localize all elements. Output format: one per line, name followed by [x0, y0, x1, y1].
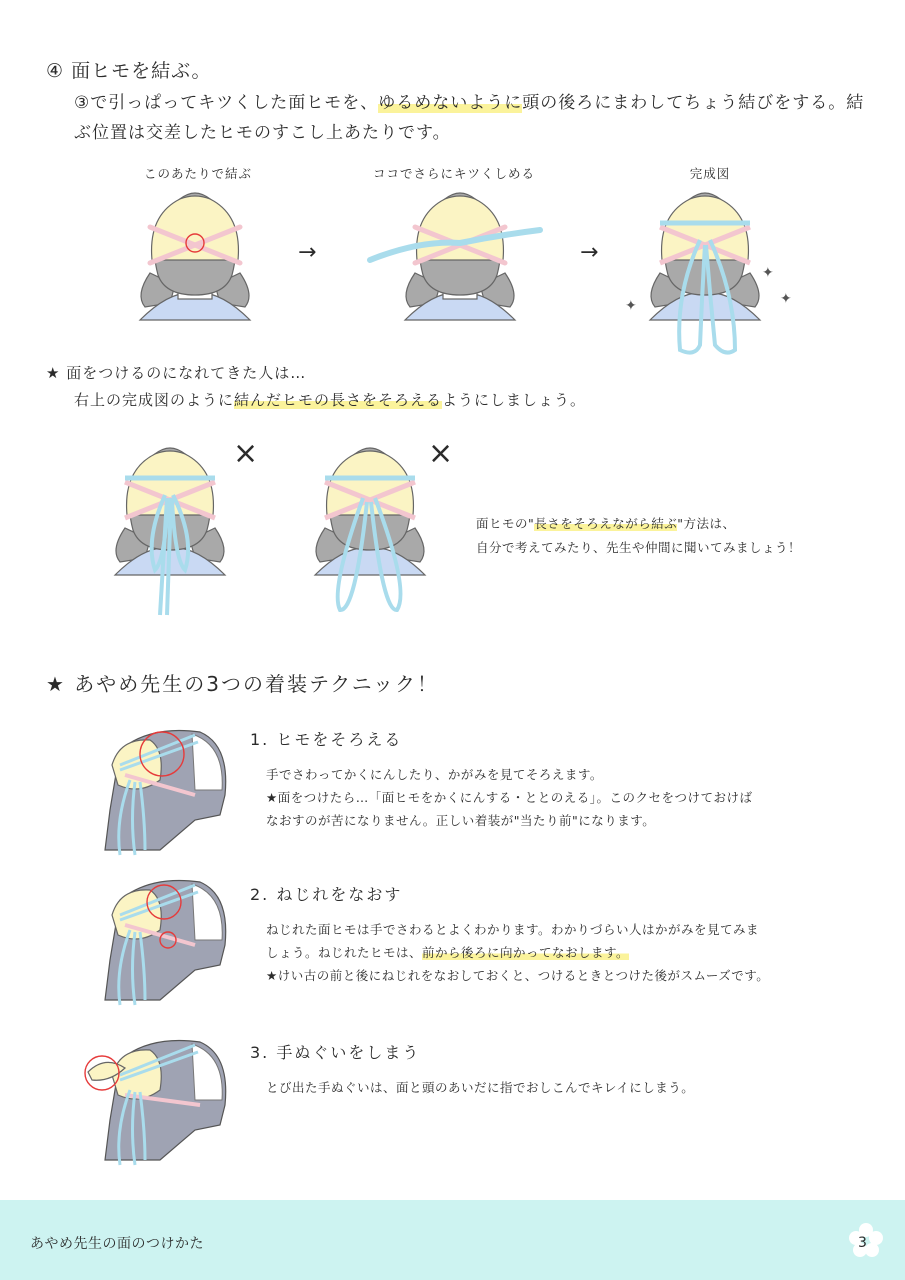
illustration-bad-example-2 [305, 440, 435, 620]
footer-title: あやめ先生の面のつけかた [30, 1236, 204, 1252]
tip-note-highlight: 結んだヒモの長さをそろえる [234, 391, 443, 409]
technique-3-title: 3. 手ぬぐいをしまう [250, 1043, 421, 1062]
technique-2-title: 2. ねじれをなおす [250, 885, 403, 904]
arrow-2: → [580, 240, 599, 265]
side-note-line2: 自分で考えてみたり、先生や仲間に聞いてみましょう！ [476, 540, 802, 555]
technique-2-highlight: 前から後ろに向かってなおします。 [422, 945, 630, 960]
technique-1-body: 手でさわってかくにんしたり、かがみを見てそろえます。 ★面をつけたら…「面ヒモをかくにんする・ととのえる」。このクセをつけておけば なおすのが苦になりません。正しい着装が"当たり前"になります。 [266, 767, 753, 828]
caption-completed: 完成図 [689, 166, 731, 181]
step4-body-b: 頭の後ろにまわしてちょう結びをする。結ぶ位置は交差したヒモのすこし上あたりです。 [74, 93, 865, 143]
caption-tie-here: このあたりで結ぶ [143, 166, 252, 181]
illustration-tighten [380, 185, 550, 325]
svg-text:✦: ✦ [780, 291, 792, 307]
svg-text:✦: ✦ [625, 298, 637, 314]
page-number: 3 [858, 1235, 867, 1251]
svg-text:✦: ✦ [762, 265, 774, 281]
arrow-1: → [298, 240, 317, 265]
illustration-tie-position [130, 185, 260, 325]
cross-mark-2: × [428, 436, 454, 471]
cross-mark-1: × [233, 436, 259, 471]
illustration-technique-3 [80, 1030, 240, 1175]
illustration-bad-example-1 [105, 440, 235, 620]
illustration-technique-1 [100, 720, 240, 860]
step4-body [74, 88, 874, 148]
side-note [476, 512, 801, 560]
illustration-technique-2 [100, 870, 240, 1010]
illustration-completed [625, 185, 800, 365]
technique-1-title: 1. ヒモをそろえる [250, 730, 403, 749]
side-note-line1: 面ヒモの"長さをそろえながら結ぶ"方法は、 [476, 516, 736, 531]
technique-2-body: ねじれた面ヒモは手でさわるとよくわかります。わかりづらい人はかがみを見てみま しょう。ねじれたヒモは、前から後ろに向かってなおします。 ★けい古の前と後にねじれをなおしておくと、つけるときとつけた後がスムーズです。 [266, 922, 770, 983]
step4-body-highlight: ゆるめないように [378, 93, 523, 113]
step4-body-a: ③で引っぱってキツくした面ヒモを、 [74, 93, 379, 113]
technique-3-body: とび出た手ぬぐいは、面と頭のあいだに指でおしこんでキレイにしまう。 [266, 1080, 695, 1095]
techniques-heading: ★ あやめ先生の3つの着装テクニック！ [46, 672, 440, 696]
tip-note [46, 360, 586, 414]
step4-title: ④ 面ヒモを結ぶ。 [46, 60, 212, 82]
caption-tighten-here: ココでさらにキツくしめる [372, 166, 535, 181]
tip-note-line1: ★ 面をつけるのになれてきた人は… [46, 364, 307, 382]
tip-note-line2: 右上の完成図のように結んだヒモの長さをそろえるようにしましょう。 [74, 391, 587, 409]
side-note-highlight: 長さをそろえながら結ぶ [534, 516, 678, 531]
